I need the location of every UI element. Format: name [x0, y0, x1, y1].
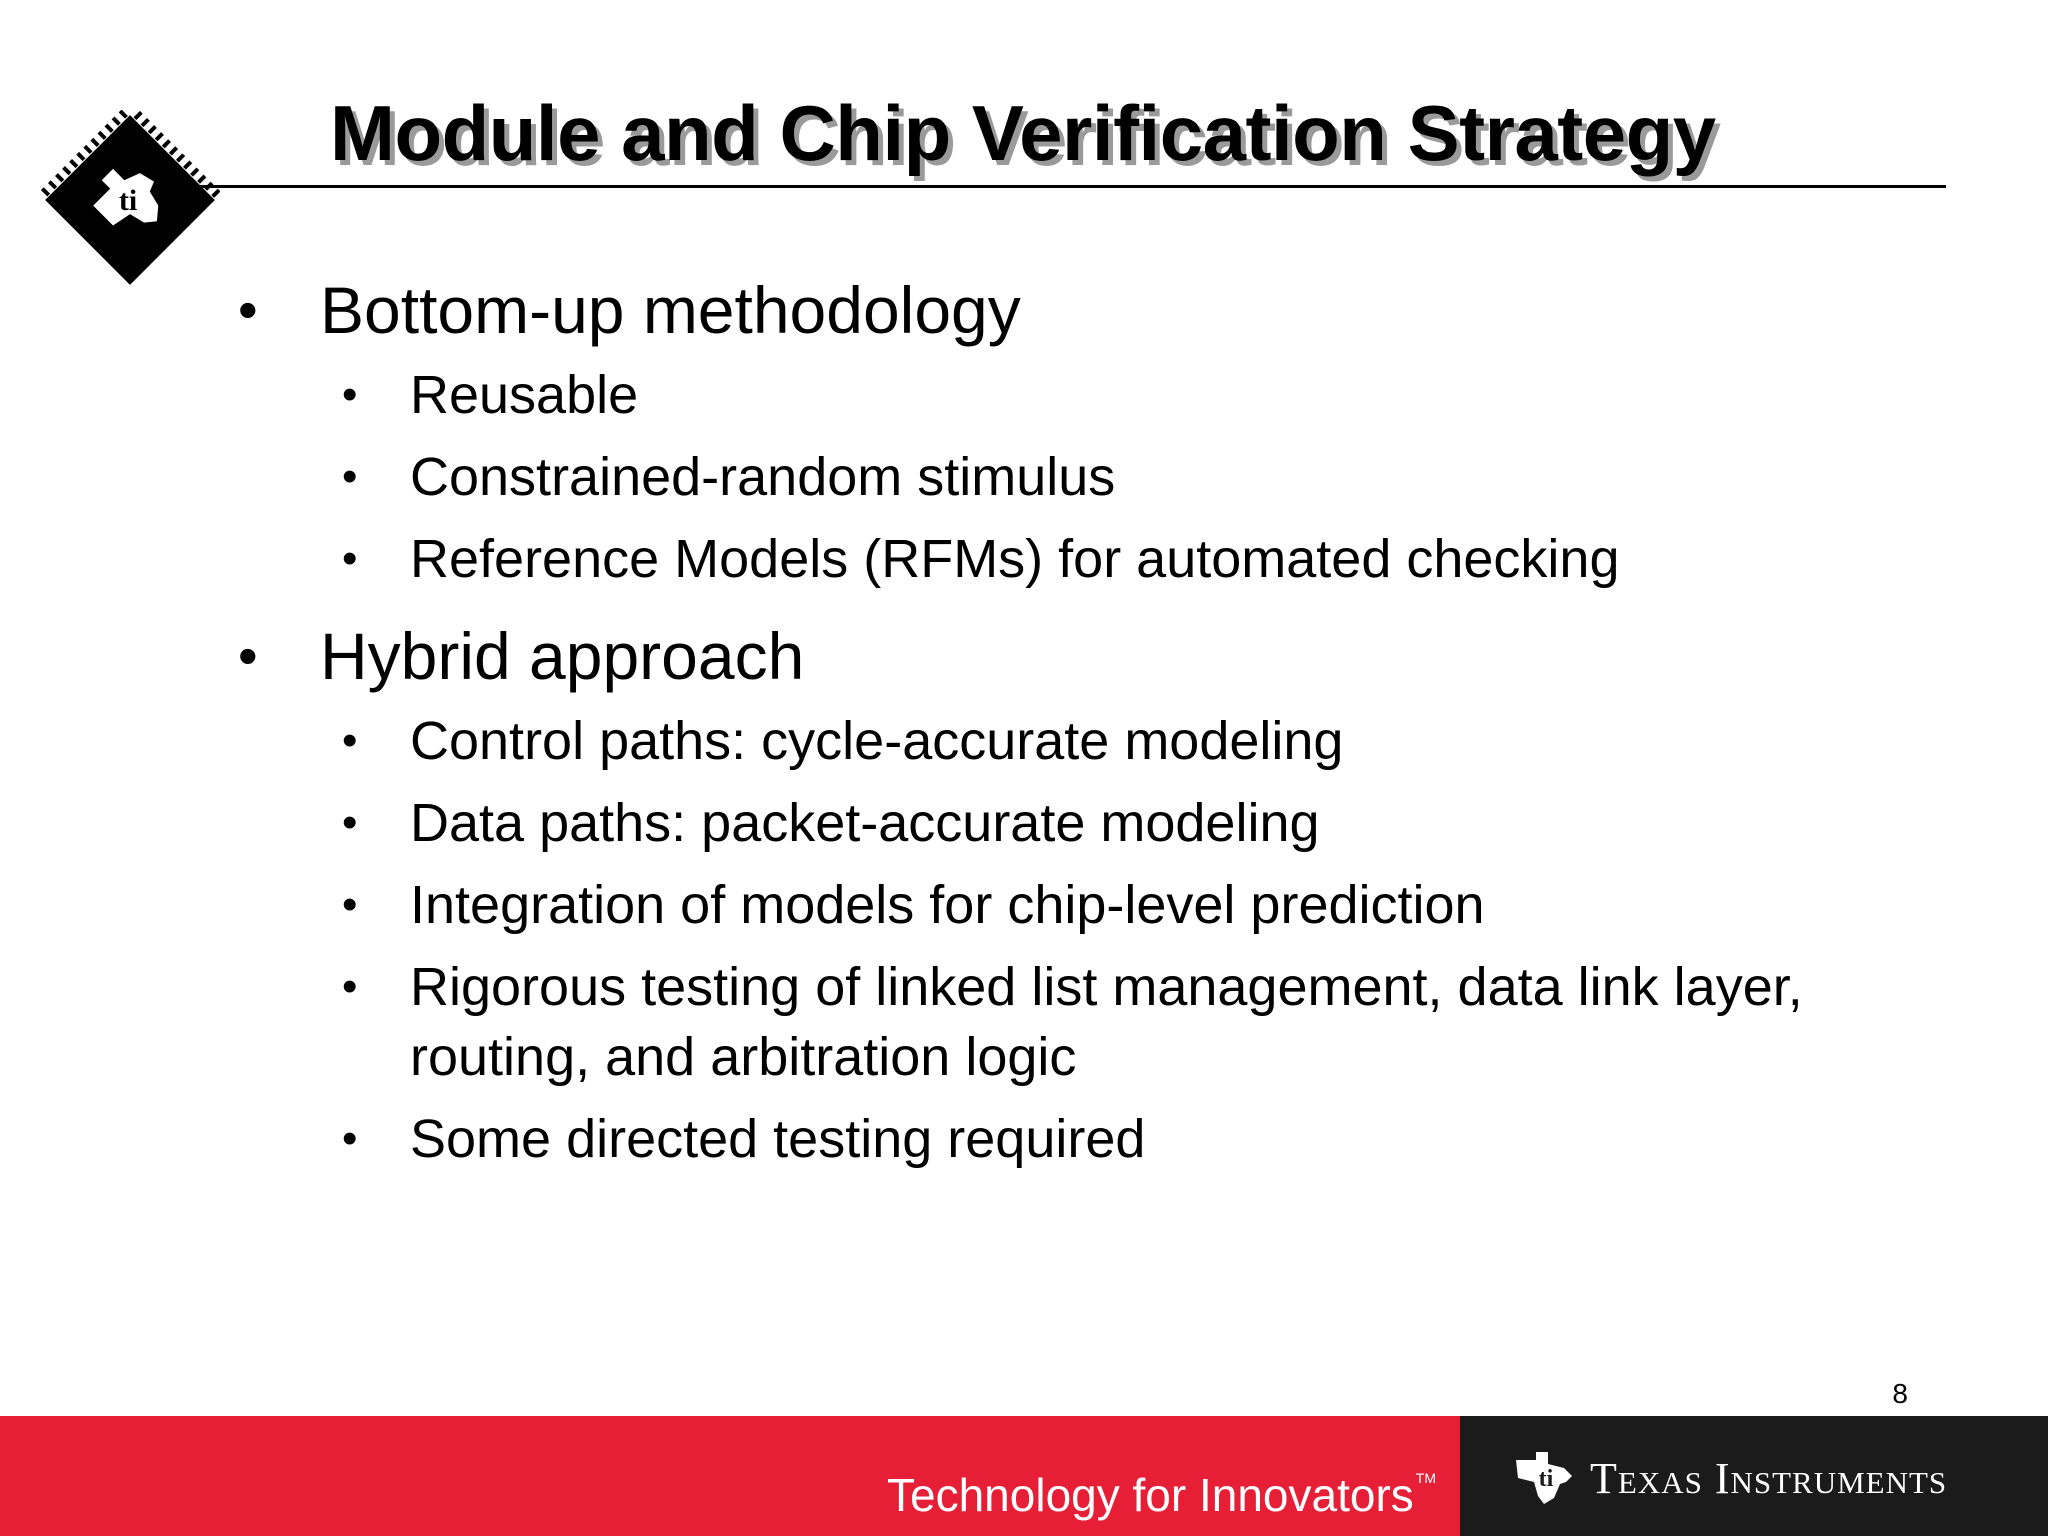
bullet-glyph: •: [342, 798, 358, 847]
bullet-glyph: •: [238, 624, 258, 687]
brand-name: Texas Instruments: [1590, 1453, 1948, 1503]
title-divider: [190, 185, 1946, 188]
tagline-text: Technology for Innovators: [887, 1469, 1414, 1521]
sub-bullet-item: [0, 870, 2048, 940]
footer: [0, 1416, 2048, 1536]
bullet-list: [0, 262, 2048, 1174]
bullet-text: Hybrid approach: [320, 619, 805, 693]
footer-brand-band: [1460, 1416, 2048, 1536]
bullet-glyph: •: [342, 452, 358, 501]
bullet-glyph: •: [342, 880, 358, 929]
svg-text:ti: ti: [1538, 1466, 1554, 1492]
bullet-glyph: •: [342, 1114, 358, 1163]
ti-brand: [1514, 1450, 1947, 1506]
sub-bullet-text: Constrained-random stimulus: [410, 447, 1116, 507]
bullet-glyph: •: [342, 370, 358, 419]
bullet-glyph: •: [238, 278, 258, 341]
sub-bullet-item: [0, 1104, 2048, 1174]
bullet-glyph: •: [342, 716, 358, 765]
sub-bullet-item: [0, 706, 2048, 776]
sub-bullet-text: Data paths: packet-accurate modeling: [410, 793, 1320, 853]
sub-bullet-text: Control paths: cycle-accurate modeling: [410, 711, 1344, 771]
sub-bullet-item: [0, 952, 2048, 1092]
sub-bullet-text: Reference Models (RFMs) for automated checking: [410, 529, 1620, 589]
trademark-mark: TM: [1415, 1470, 1436, 1486]
bullet-glyph: •: [342, 534, 358, 583]
sub-bullet-item: [0, 360, 2048, 430]
ti-logo-icon: [1514, 1450, 1576, 1506]
bullet-glyph: •: [342, 962, 358, 1011]
sub-bullet-text: Some directed testing required: [410, 1109, 1146, 1169]
svg-text:ti: ti: [118, 184, 138, 217]
sub-bullet-item: [0, 788, 2048, 858]
bullet-text: Bottom-up methodology: [320, 273, 1021, 347]
tagline: [887, 1452, 1436, 1521]
sub-bullet-text: Reusable: [410, 365, 639, 425]
bullet-item: [0, 262, 2048, 358]
slide-title: Module and Chip Verification Strategy: [330, 89, 1716, 177]
bullet-item: [0, 608, 2048, 704]
sub-bullet-text: Integration of models for chip-level prediction: [410, 875, 1485, 935]
page-number: 8: [1892, 1378, 1908, 1409]
footer-tagline-band: [0, 1416, 1460, 1536]
sub-bullet-item: [0, 442, 2048, 512]
sub-bullet-item: [0, 524, 2048, 594]
sub-bullet-text: Rigorous testing of linked list management, data link layer, routing, and arbitration logic: [410, 957, 1803, 1087]
